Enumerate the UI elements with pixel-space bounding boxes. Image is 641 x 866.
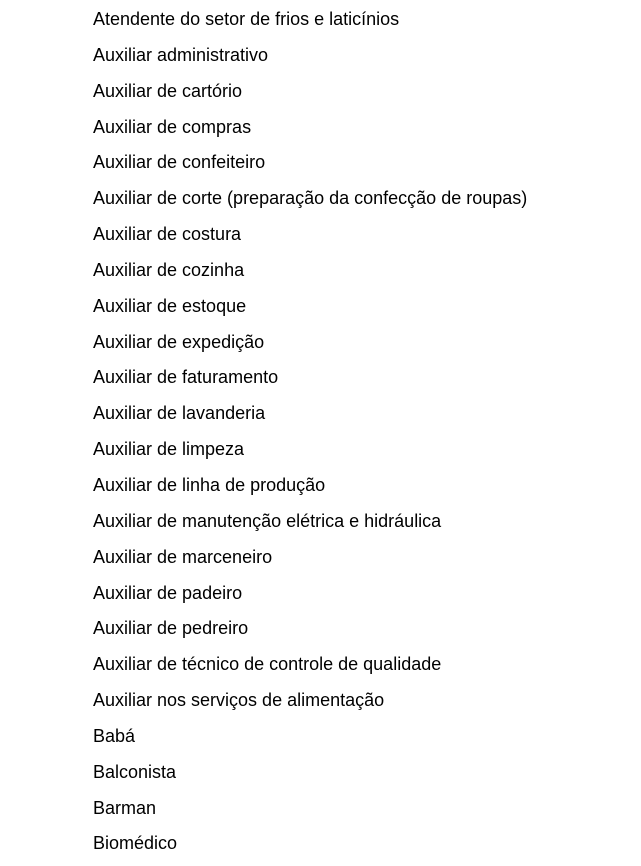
- list-item: Auxiliar de limpeza: [93, 439, 245, 460]
- list-item: Balconista: [93, 761, 177, 782]
- list-item: Auxiliar de manutenção elétrica e hidráulica: [93, 510, 442, 531]
- list-item: Auxiliar de compras: [93, 116, 252, 137]
- list-item: Auxiliar nos serviços de alimentação: [93, 690, 385, 711]
- list-item: Auxiliar de estoque: [93, 295, 247, 316]
- list-item: Auxiliar de padeiro: [93, 582, 243, 603]
- list-item: Auxiliar de expedição: [93, 331, 265, 352]
- list-item: Auxiliar de pedreiro: [93, 618, 249, 639]
- list-item: Auxiliar de confeiteiro: [93, 152, 266, 173]
- occupation-list: [93, 6, 633, 866]
- list-item: Auxiliar de lavanderia: [93, 403, 266, 424]
- list-item: Auxiliar administrativo: [93, 44, 269, 65]
- list-item: Auxiliar de marceneiro: [93, 546, 273, 567]
- list-item: Atendente do setor de frios e laticínios: [93, 9, 400, 29]
- list-item: Barman: [93, 797, 157, 818]
- list-item: Babá: [93, 725, 136, 746]
- list-item: Auxiliar de linha de produção: [93, 474, 326, 495]
- list-item: Auxiliar de técnico de controle de qualidade: [93, 654, 442, 675]
- list-item: Auxiliar de cartório: [93, 80, 243, 101]
- list-item: Auxiliar de corte (preparação da confecção de roupas): [93, 188, 528, 209]
- list-item: Biomédico: [93, 833, 178, 854]
- list-item: Auxiliar de faturamento: [93, 367, 279, 388]
- list-item: Auxiliar de costura: [93, 224, 242, 245]
- list-item: Auxiliar de cozinha: [93, 259, 245, 280]
